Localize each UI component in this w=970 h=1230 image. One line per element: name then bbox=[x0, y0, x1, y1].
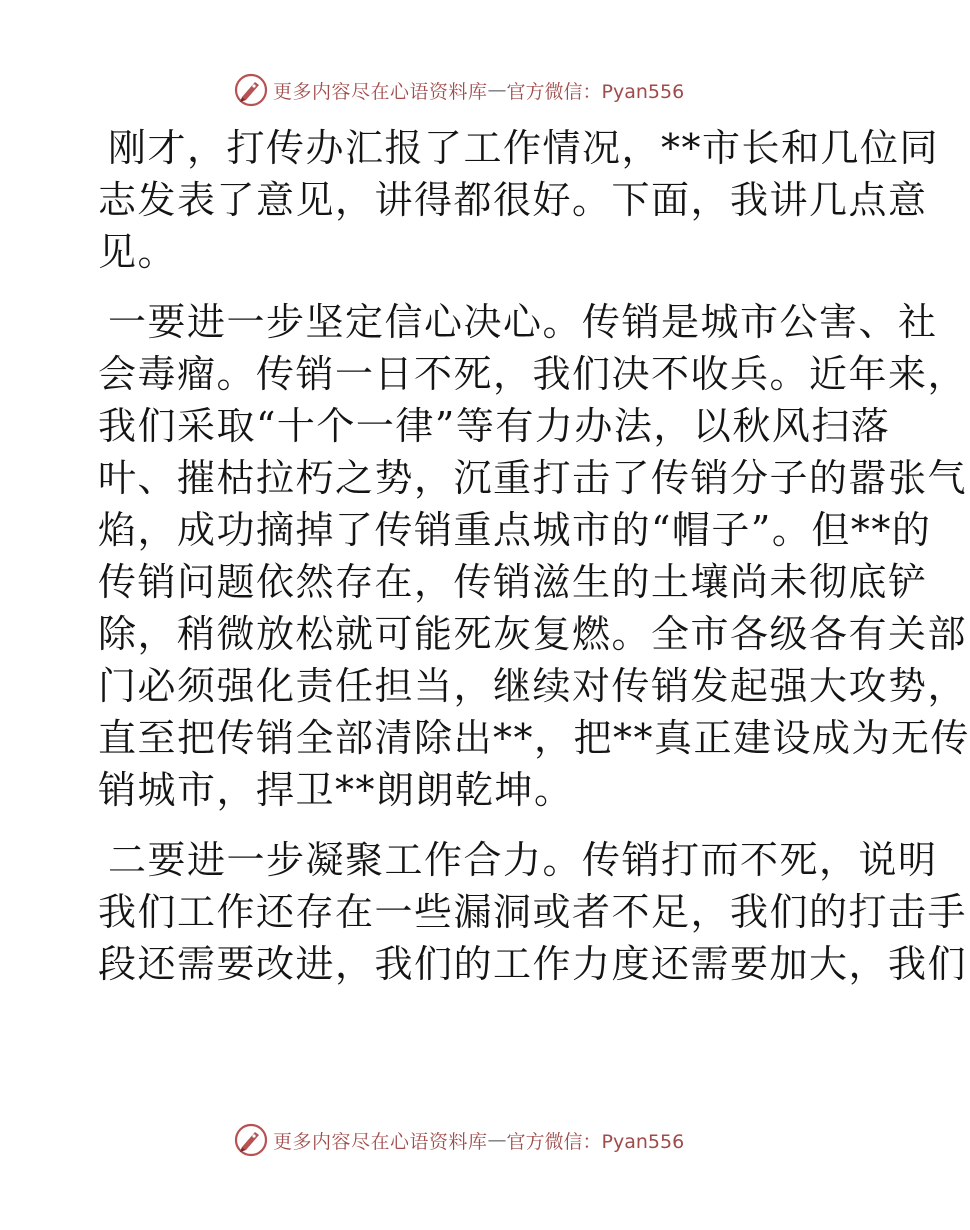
watermark-separator: — bbox=[487, 79, 507, 101]
text-line: 二要进一步凝聚工作合力。传销打而不死，说明 bbox=[108, 838, 938, 882]
header-watermark bbox=[233, 70, 684, 110]
text-line: 我们采取“十个一律”等有力办法，以秋风扫落 bbox=[98, 404, 891, 448]
document-body bbox=[98, 122, 970, 1008]
text-line: 直至把传销全部清除出**，把**真正建设成为无传 bbox=[98, 716, 970, 760]
text-line: 志发表了意见，讲得都很好。下面，我讲几点意 bbox=[98, 178, 928, 222]
watermark-wechat: 官方微信：Pyan556 bbox=[506, 80, 685, 103]
text-line: 门必须强化责任担当，继续对传销发起强大攻势， bbox=[98, 664, 968, 708]
text-line: 除，稍微放松就可能死灰复燃。全市各级各有关部 bbox=[98, 612, 968, 656]
paragraph-opening bbox=[98, 122, 940, 278]
text-line: 销城市，捍卫**朗朗乾坤。 bbox=[98, 768, 574, 812]
text-line: 传销问题依然存在，传销滋生的土壤尚未彻底铲 bbox=[98, 560, 928, 604]
text-line: 焰，成功摘掉了传销重点城市的“帽子”。但**的 bbox=[98, 508, 932, 552]
footer-watermark bbox=[233, 1120, 684, 1160]
watermark-separator: — bbox=[487, 1129, 507, 1151]
text-line: 叶、摧枯拉朽之势，沉重打击了传销分子的嚣张气 bbox=[98, 456, 968, 500]
watermark-text: 更多内容尽在心语资料库 bbox=[273, 80, 488, 103]
pen-logo-icon bbox=[233, 72, 269, 108]
watermark-wechat: 官方微信：Pyan556 bbox=[506, 1130, 685, 1153]
text-line: 刚才，打传办汇报了工作情况，**市长和几位同 bbox=[108, 126, 940, 170]
pen-logo-icon bbox=[233, 1122, 269, 1158]
text-line: 一要进一步坚定信心决心。传销是城市公害、社 bbox=[108, 300, 938, 344]
text-line: 见。 bbox=[98, 230, 178, 274]
watermark-text: 更多内容尽在心语资料库 bbox=[273, 1130, 488, 1153]
text-line: 段还需要改进，我们的工作力度还需要加大，我们 bbox=[98, 942, 968, 986]
text-line: 会毒瘤。传销一日不死，我们决不收兵。近年来， bbox=[98, 352, 968, 396]
paragraph-point-two bbox=[98, 834, 968, 990]
paragraph-point-one bbox=[98, 296, 970, 816]
text-line: 我们工作还存在一些漏洞或者不足，我们的打击手 bbox=[98, 890, 968, 934]
